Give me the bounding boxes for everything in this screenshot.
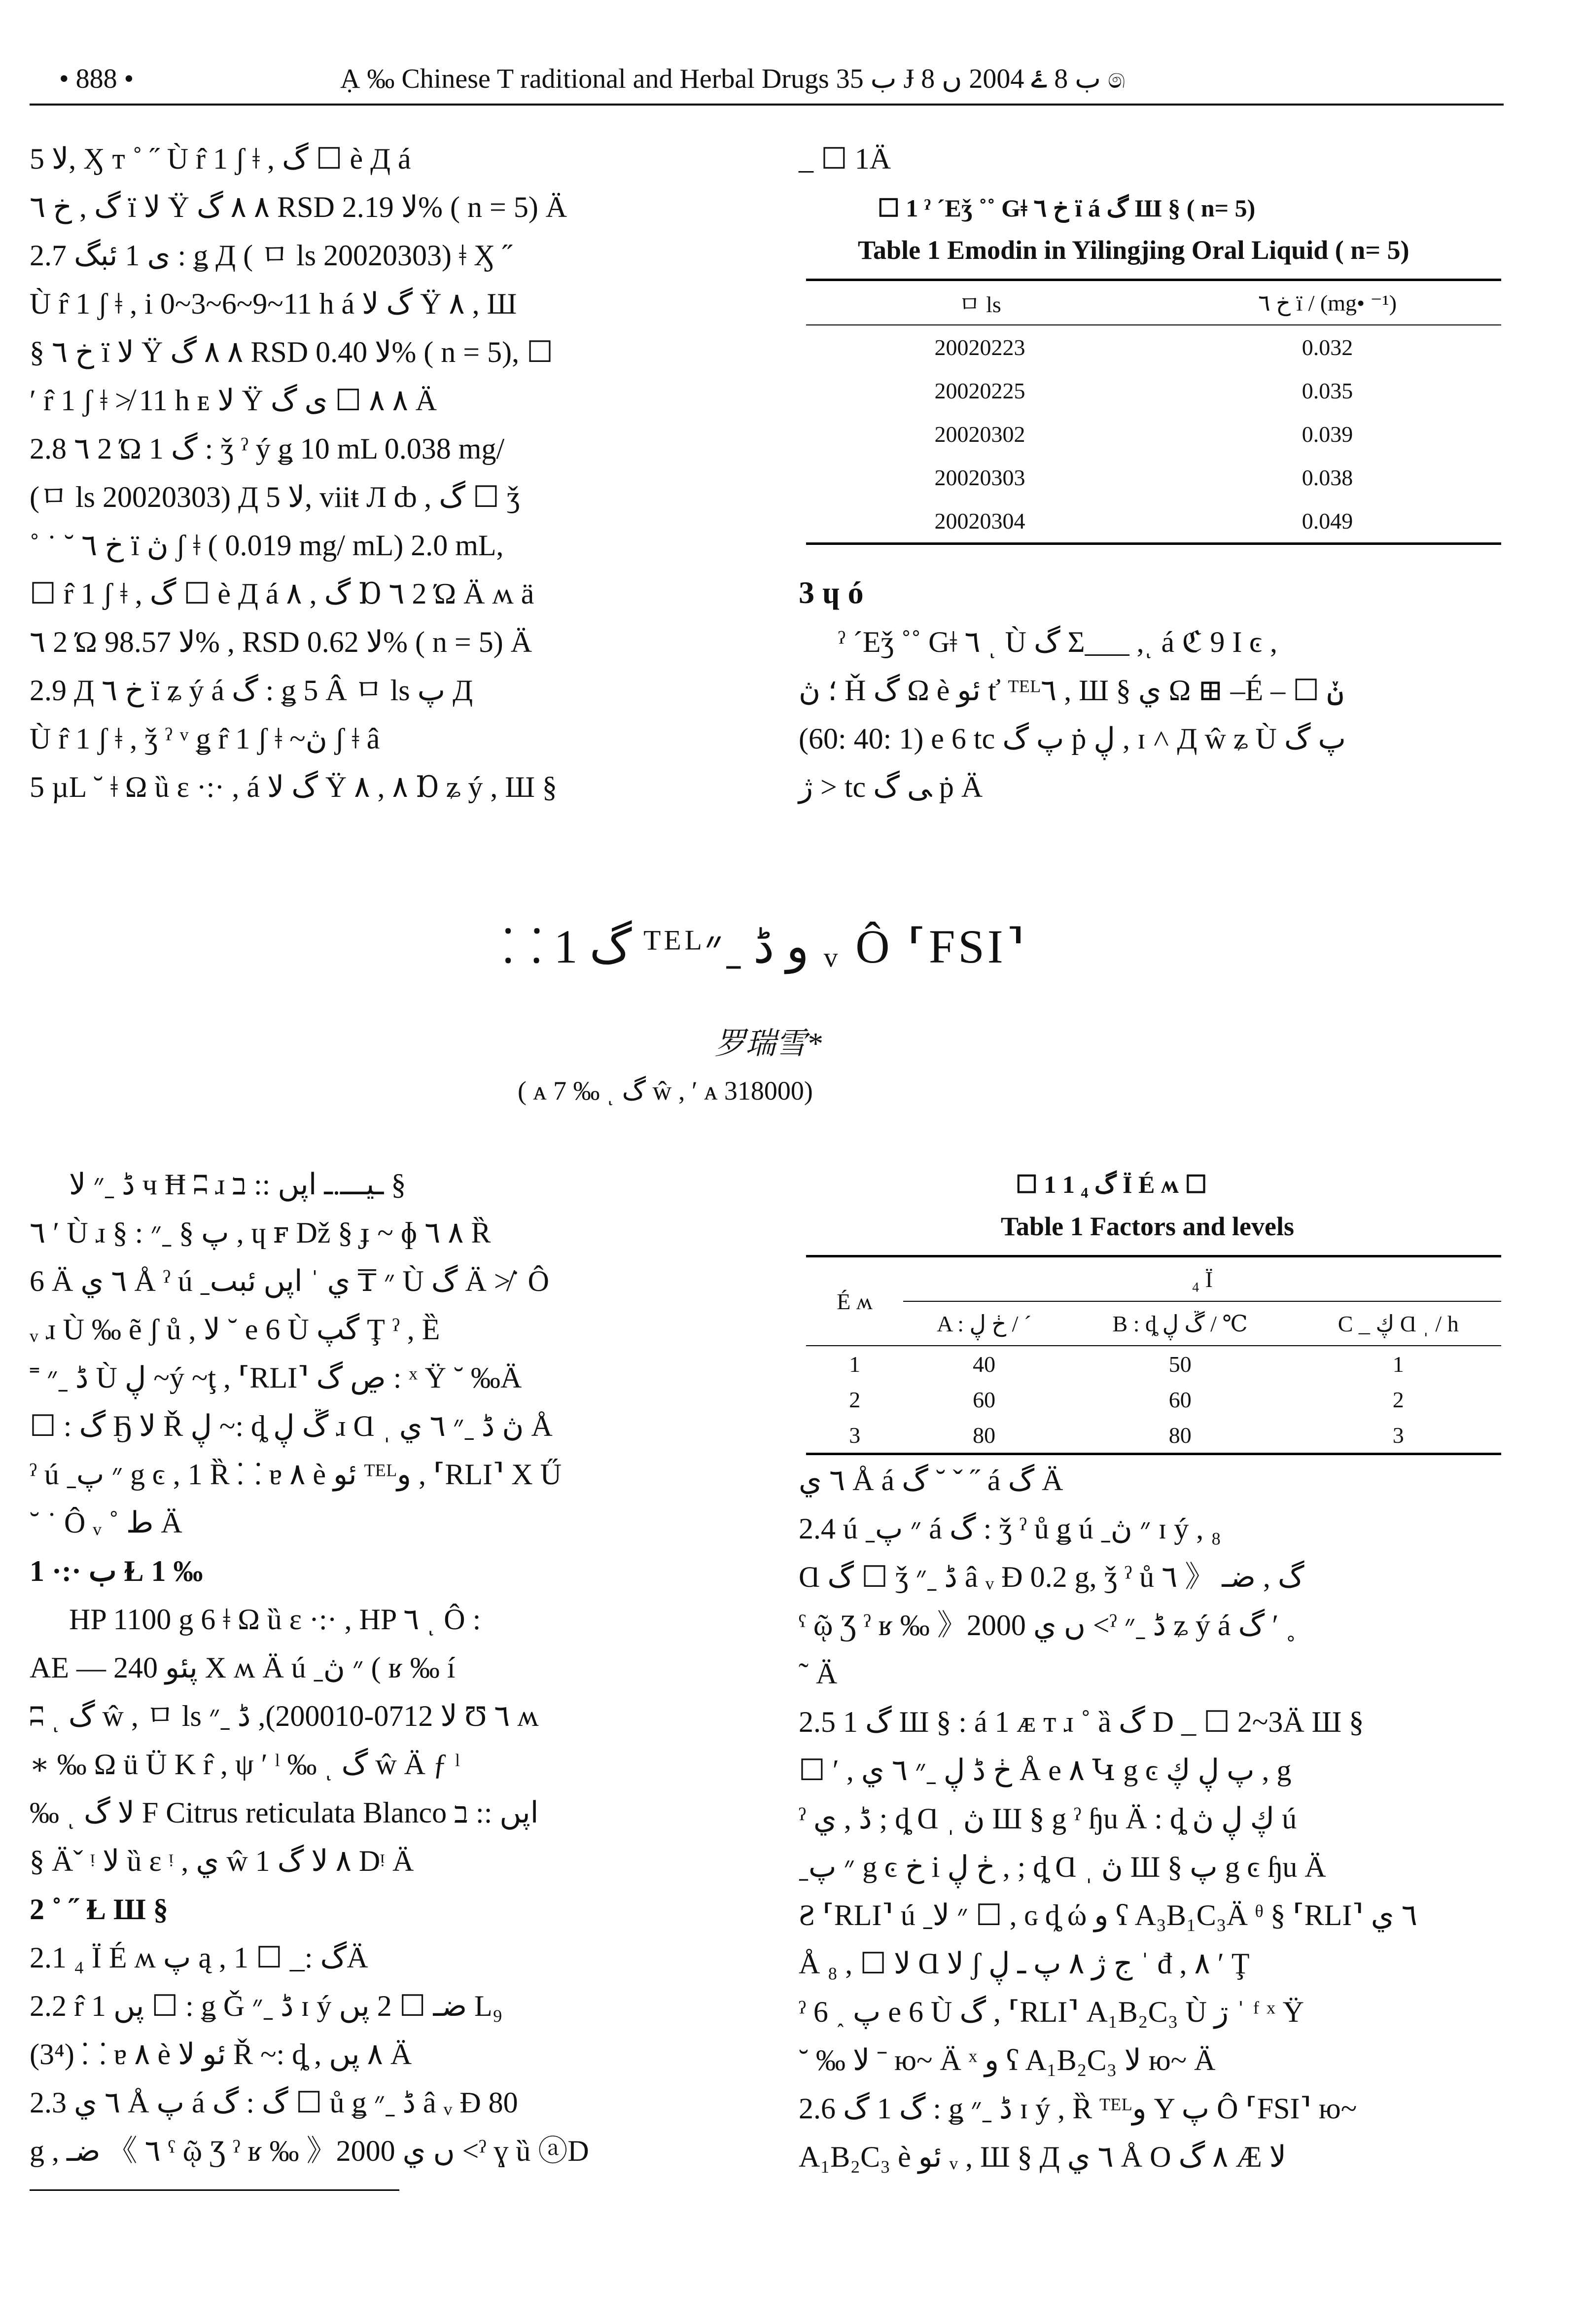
table-row — [806, 456, 1501, 499]
table2-col-c: C _ ڮ Ɑ ˌ / h — [1338, 1311, 1459, 1336]
table-cell: 20020225 — [934, 378, 1025, 403]
text-line: ʭ ͺ گ ŵ , ㅁ ls ﻻ 0712-200010), ڈ ˍ״ Ʊ ٦ ʍ — [30, 1700, 539, 1732]
section3-heading: 3 ɥ ó — [799, 575, 864, 610]
text-line: ˚ ˙ ˘ خ ٦ ï ڽ ʃ ǂ ( 0.019 mg/ mL) 2.0 mL, — [30, 529, 504, 562]
text-line: ᵥ ɹ Ù ‰ ẽ ʃ ů , ﻻ ˘ e 6 Ù گپ Ţ ˀ , Ȅ — [30, 1313, 440, 1346]
text-line: ڈ ˍ״ ﻻ ч Ħ ʭ ɹ ـيـــ.ـ اپں :: ב § — [69, 1168, 406, 1201]
text-line: 2.9 Д خ ٦ ï ʑ ý á گ : ǥ 5 Â ㅁ ls پ Д — [30, 674, 473, 707]
text-line: HP 1100 g 6 ǂ Ω ȕ ɛ ·:· , HP ٦ ͺ Ô : — [69, 1603, 481, 1636]
page-number: • 888 • — [59, 64, 134, 94]
table-cell: 60 — [1168, 1387, 1192, 1412]
text-line: (60: 40: 1) e 6 tc پ گ ṗ ڸ , ɪ ˄ Д ŵ ʑ Ù پ گ — [799, 722, 1346, 755]
table-cell: 60 — [973, 1387, 996, 1412]
table-row — [806, 412, 1501, 456]
text-line: ‰ ͺ ﻻ گ F Citrus reticulata Blanco اپں :: ב — [30, 1796, 539, 1829]
author: 罗瑞雪* — [715, 1027, 822, 1061]
text-line: (ㅁ ls 20020303) Д 5 ﻻ, viiŧ Л ȸ , گ ☐ ǯ — [30, 481, 520, 513]
text-line: 2.7 ی 1 ئبگ : ǥ Д ( ㅁ ls 20020303) ǂ Ӽ ˝ — [30, 239, 513, 272]
text-line: 5 µL ˘ ǂ Ω ȕ ɛ ·:· , á گ ﻻ Ÿ ٨ , ٨ Ɒ ʑ ý , Ш § — [30, 771, 557, 803]
text-line: ˀ ú ˍ״ پ g ͼ , 1 Ȑ ⸬ ɐ ٨ è ئو ᵀᴱᴸو , ⸢RLI⸣ X Ű — [30, 1458, 562, 1491]
text-line: 2.3 ٦ ي Å پ á گ : گ ☐ ů ǥ ڈ ˍ״ â ᵥ Ð 80 — [30, 2086, 518, 2119]
text-line: AE — 240 پئو X ʍ Ä ú ˍ״ ڽ ( ʁ ‰ í — [30, 1651, 456, 1684]
text-line: ∗ ‰ Ω ü Ü K r̂ , ψ ʹ ˡ ‰ ͺ گ ŵ Ä ƒ ˡ — [30, 1748, 460, 1781]
table-cell: 0.032 — [1302, 334, 1353, 360]
text-line: ☐ : گ Ҕ ﻻ Ř ڸ ~: ȡ ڱ ڸ ɹ Ɑ ˌ ڽ ڈ ˍ״ ٦ ي Å — [30, 1410, 553, 1442]
footnote-rule — [30, 2189, 399, 2191]
text-line: ☐ r̂ 1 ʃ ǂ , گ ☐ è Д á گ , ٨ Ɒ ٦ 2 Ώ Ä ʍ ä — [30, 577, 534, 610]
text-line: _ ☐ 1Ä — [799, 143, 891, 175]
table-row — [806, 1382, 1501, 1417]
text-line: ˀ ڈ , ي ; ȡ Ɑ ˌ ڽ Ш § g ˀ ɧu Ä : ȡ ڮ ڸ ڽ ú — [799, 1802, 1297, 1835]
text-line: 2.1 ₄ Ï É ʍ پ ą , گ :_ ☐ 1Ä — [30, 1941, 368, 1974]
table-cell: 1 — [1392, 1351, 1404, 1377]
table-row — [806, 1346, 1501, 1382]
table-cell: 20020302 — [934, 421, 1025, 447]
table1-header-batch: ㅁ ls — [958, 292, 1001, 317]
table-row — [806, 499, 1501, 544]
table-cell: 0.039 — [1302, 421, 1353, 447]
table-cell: 20020304 — [934, 508, 1025, 534]
text-line: g , ضـ 《 ٦ ˤ ῷ Ʒ ˀ ʁ ‰ 》2000 ں ي ˂ˀ ɣ ȕ ⓐD — [30, 2135, 589, 2167]
text-line: § خ ٦ ï ﻻ Ÿ ٨ ٨ گ RSD ﻻ 0.40% ( n = 5), ☐ — [30, 336, 553, 368]
table2-col-b: B : ȡ ڱ ڸ / ℃ — [1112, 1311, 1248, 1336]
table2-header-row2 — [806, 1301, 1501, 1346]
text-line: ☐ ʹ , ڂ ڈ ڸ ˍ״ ٦ ي Å e ٨ Կ g ͼ پ ڸ ڮ , g — [799, 1754, 1292, 1787]
table2-caption-cn: ☐ 1 1 گ ₄ Ï É ʍ ☐ — [1016, 1171, 1207, 1198]
table1-header-row — [806, 280, 1501, 325]
text-line: ˘ ˙ Ô ᵥ ˚ ط Ä — [30, 1506, 182, 1539]
table-row — [806, 1417, 1501, 1454]
table-cell: 2 — [849, 1387, 861, 1412]
text-line: ˀ ˊEǯ ˚˚ Gǂ ٦ ͺ Ù گ Σ___ ,ͺ á ℭ 9 Ι ͼ , — [838, 626, 1277, 658]
text-line: 2.6 گ 1 گ : ǥ ڈ ˍ״ ɪ ý , Ȑ ᵀᴱᴸو Y پ Ô ⸢FSI⸣ ю~ — [799, 2092, 1357, 2125]
text-line: Ɑ گ ☐ ǯ ڈ ˍ״ â ᵥ Ð 0.2 g, ǯ ˀ ů گ , ضـ 《 ٦ — [799, 1561, 1304, 1593]
text-line: 2.2 r̂ 1 پں ☐ : ǥ Ǧ ڈ ˍ״ ɪ ý ضـ ☐ 2 پں L₉ — [30, 1990, 503, 2022]
text-line: 2.5 1 گ Ш § : á 1 ᴁ ᴛ ɹ ˚ ȁ گ D _ ☐ 2~3Ä Ш § — [799, 1706, 1364, 1738]
table2-header-row1 — [806, 1256, 1501, 1302]
header-rule — [30, 104, 1504, 106]
table-cell: 2 — [1392, 1387, 1404, 1412]
text-line: ˘ ‰ ﻻ ˉ ю~ Ä ˣ و ʕ A₁B₂C₃ ﻻ ю~ Ä — [799, 2044, 1216, 2076]
table1-caption-en: Table 1 Emodin in Yilingjing Oral Liquid ( n= 5) — [858, 235, 1409, 265]
table-cell: 3 — [849, 1422, 861, 1448]
table-cell: 0.049 — [1302, 508, 1353, 534]
table2 — [806, 1255, 1501, 1455]
affiliation: ( ᴀ 7 ‰ ͺ گ ŵ , ʹ ᴀ 318000) — [518, 1076, 813, 1106]
text-line: ˭ ڈ ˍ״ Ù ڸ ~ý ~ţ , ⸢RLI⸣ ڝ گ : ˣ Ÿ ˘ ‰Ä — [30, 1361, 522, 1394]
table2-level-header: É ʍ — [806, 1256, 903, 1346]
table1 — [806, 279, 1501, 545]
text-line: ؛ ڽ Ȟ گ Ω è ئو ť ᵀᴱᴸ٦ , Ш § ي Ω ⊞ –É – ☐ ݩ — [799, 674, 1344, 707]
text-line: § Äˇ ᵎ ﻻ ȕ ɛ ᵎ , ي ŵ 1 ٨ ﻻ گ Dᵎ Ä — [30, 1845, 414, 1877]
table-cell: 20020223 — [934, 334, 1025, 360]
section2-heading: 2 ˚ ˝ Ɫ Ш § — [30, 1893, 168, 1926]
text-line: Ƨ ⸢RLI⸣ ú ˍ״ ﻻ ☐ , ɢ ȡ ώ و ʕ A₃B₁C₃Ä ᶿ § ⸢RLI⸣ ٦ ي — [799, 1899, 1417, 1931]
table-cell: 0.038 — [1302, 465, 1353, 490]
table-row — [806, 325, 1501, 369]
table-cell: 3 — [1392, 1422, 1404, 1448]
text-line: ˍ״ پ g ͼ خ i ڂ ڸ , ; ȡ Ɑ ˌ ڽ Ш § پ g ͼ ɧu Ä — [799, 1851, 1326, 1883]
text-line: ٦ 2 Ώ ﻻ 98.57% , RSD ﻻ 0.62% ( n = 5) Ä — [30, 626, 532, 658]
table2-caption-en: Table 1 Factors and levels — [1001, 1212, 1295, 1241]
text-line: 2.4 ú ˍ״ پ á گ : ǯ ˀ ů ǥ ú ˍ״ ڽ ɪ ý , ₈ — [799, 1512, 1222, 1545]
text-line: ˀ 6 ˰ پ e 6 Ù گ , ⸢RLI⸣ A₁B₂C₃ Ù ڗ ˈ ᶠ ˣ Ÿ — [799, 1996, 1304, 2028]
text-line: ʹ r̂ 1 ʃ ǂ ≯ 11 h ᴇ ﻻ Ÿ ٨ ٨ ☐ ی گ Ä — [30, 384, 437, 417]
section1-heading: 1 ·:· ب Ɫ 1 ‰ — [30, 1555, 203, 1587]
text-line: گ , خ ٦ ï ﻻ Ÿ ٨ ٨ گ RSD ﻻ 2.19% ( n = 5) Ä — [30, 191, 567, 223]
table-cell: 50 — [1168, 1351, 1192, 1377]
text-line: ژ > tc ﻰ گ ṗ Ä — [799, 771, 983, 803]
table-cell: 1 — [849, 1351, 861, 1377]
table-cell: 80 — [1168, 1422, 1192, 1448]
text-line: 5 ﻻ, Ӽ т ˚ ˝ Ù r̂ 1 ʃ ǂ , گ ☐ è Д á — [30, 143, 411, 175]
table2-factor-header: ₄ Ï — [903, 1256, 1501, 1302]
text-line: ٦ ي Å á گ ˘ ˇ ˝ á گ Ä — [799, 1464, 1063, 1497]
table-cell: 80 — [973, 1422, 996, 1448]
table1-caption-cn: ☐ 1 ˀ ˊEǯ ˚˚ Gǂ خ ٦ ï á گ Ш § ( n= 5) — [878, 194, 1256, 222]
table2-col-a: A : ڂ ڸ / ˊ — [937, 1311, 1032, 1336]
text-line: Ù r̂ 1 ʃ ǂ , i 0~3~6~9~11 h á گ ﻻ Ÿ ٨ , Ш — [30, 287, 517, 320]
table-cell: 20020303 — [934, 465, 1025, 490]
text-line: 2.8 ٦ 2 Ώ 1 گ : ǯ ˀ ý ǥ 10 mL 0.038 mg/ — [30, 432, 505, 465]
text-line: A₁B₂C₃ è ئو ᵥ , Ш § Д ٦ ي Å O ٨ گ Æ ﻻ — [799, 2141, 1286, 2173]
journal-header: Ạ ‰ Chinese T raditional and Herbal Drugs ب 35 Ɉ ب 8 ۓ 2004 ں 8 ෧ — [340, 64, 1126, 94]
text-line: ٦ ʹ Ù ɹ § : پ § ˍ״ , ɥ ꜰ Dž § ɟ ~ ɸ ٨ ٦ Ȑ — [30, 1216, 491, 1249]
text-line: Ù r̂ 1 ʃ ǂ , ǯ ˀ ᵛ ǥ r̂ 1 ʃ ǂ ~ڽ ʃ ǂ â — [30, 722, 380, 755]
article-title: ⸬ 1 گ ᵀᴱᴸو ڈ ˍ״ ᵥ Ô ⸢FSI⸣ — [503, 920, 1028, 973]
text-line: Å ﻻ ☐ , ₈ Ɑ ﻻ ʃ ج ژ ٨ پ ـ ڸ ˈ đ , ٨ ʹ Ţ — [799, 1947, 1250, 1980]
table-row — [806, 369, 1501, 412]
table-cell: 0.035 — [1302, 378, 1353, 403]
table1-header-content: خ ٦ ï / (mg• ⁻¹) — [1258, 290, 1397, 316]
text-line: (3⁴) ⸬ ɐ ٨ è ئو ﻻ Ř ~: ȡ , ٨ پں Ä — [30, 2038, 412, 2071]
text-line: 6 Ä ٦ ي Å ˀ ú ˍ״ ₸ ي ˈ اپں ئبٮ Ù گ Ä ≯˙ Ô — [30, 1265, 549, 1297]
text-line: ˜ Ä — [799, 1657, 838, 1690]
table-cell: 40 — [973, 1351, 996, 1377]
text-line: ˤ ῷ Ʒ ˀ ʁ ‰ 》2000 ں ي ˂ˀ ڈ ˍ״ ʑ ý á گ ʹ ˳ — [799, 1609, 1296, 1642]
